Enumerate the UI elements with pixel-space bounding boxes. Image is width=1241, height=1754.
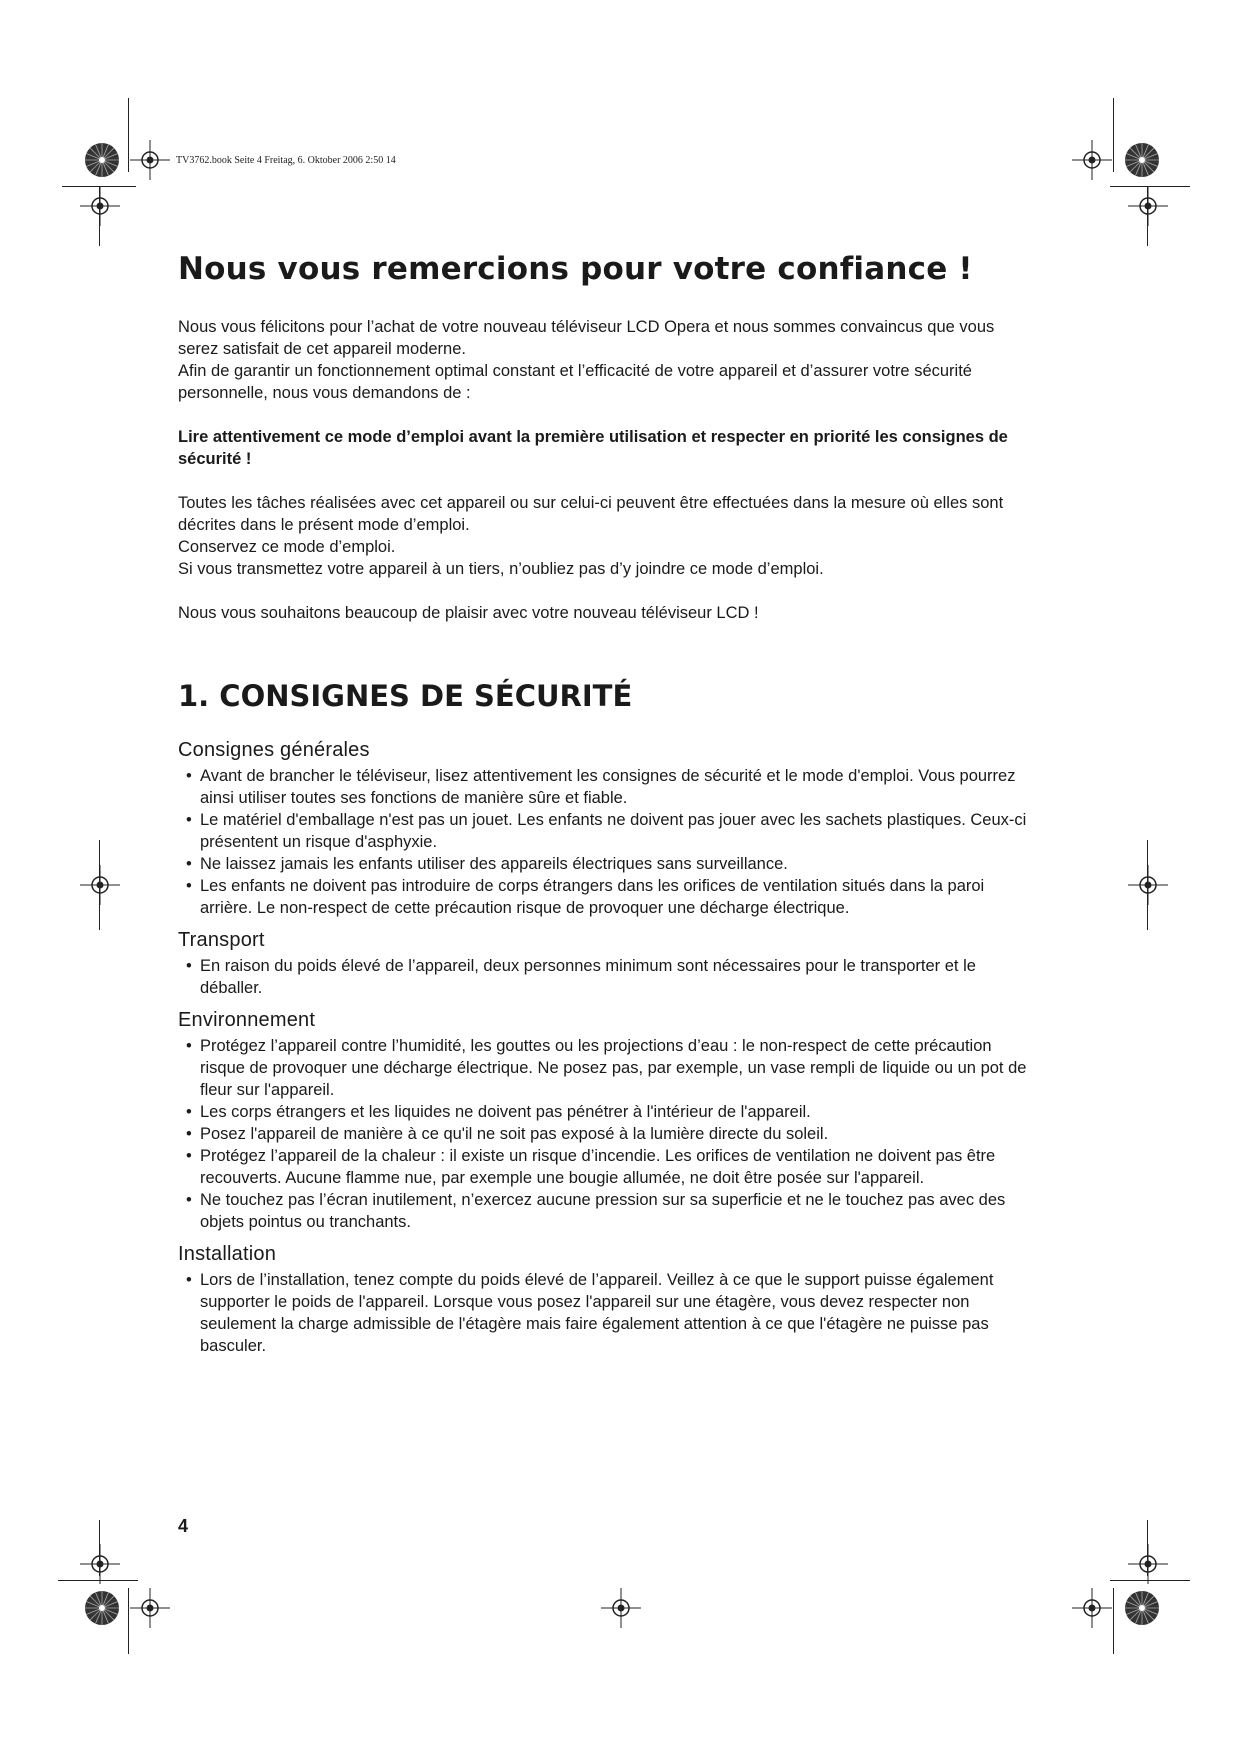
crop-line [58,1580,138,1581]
crop-line [128,98,129,172]
bullet-list [178,1269,1028,1357]
page-number: 4 [178,1516,189,1536]
safety-notice: Lire attentivement ce mode d’emploi avant la première utilisation et respecter en priorité les consignes de sécurité ! [178,428,1008,468]
list-item: • Ne touchez pas l’écran inutilement, n’exercez aucune pression sur sa superficie et ne le touchez pas avec des objets pointus ou tranchants. [178,1189,1028,1233]
crop-line [1110,1580,1190,1581]
starburst-mark-icon [82,1588,122,1628]
subsection-heading: Installation [178,1243,277,1265]
bullet-list [178,955,1028,999]
list-item: • Protégez l’appareil contre l’humidité, les gouttes ou les projections d’eau : le non-respect de cette précaution risque de provoquer une décharge électrique. Ne posez pas, par exemple, un vase rempli de liquide ou un pot de fleur sur l'appareil. [178,1035,1028,1101]
starburst-mark-icon [1122,140,1162,180]
starburst-mark-icon [1122,1588,1162,1628]
page-content [178,252,1028,1365]
crop-line [1147,1520,1148,1576]
registration-mark-icon [1128,865,1168,905]
subsection-environment [178,1007,1028,1233]
list-item: • Avant de brancher le téléviseur, lisez attentivement les consignes de sécurité et le mode d'emploi. Vous pourrez ainsi utiliser toutes ses fonctions de manière sûre et fiable. [178,765,1028,809]
intro-paragraph: Toutes les tâches réalisées avec cet appareil ou sur celui-ci peuvent être effectuées dans la mesure où elles sont décrites dans le présent mode d’emploi. [178,494,1004,534]
subsection-general [178,737,1028,919]
registration-mark-icon [1128,1544,1168,1584]
crop-line [1147,840,1148,930]
registration-mark-icon [1128,186,1168,226]
intro-paragraph: Nous vous félicitons pour l’achat de votre nouveau téléviseur LCD Opera et nous sommes convaincus que vous serez satisfait de cet appareil moderne. [178,318,995,358]
closing-paragraph: Nous vous souhaitons beaucoup de plaisir avec votre nouveau téléviseur LCD ! [178,604,759,622]
subsection-heading: Environnement [178,1009,316,1031]
crop-line [128,1588,129,1654]
list-item: • Ne laissez jamais les enfants utiliser des appareils électriques sans surveillance. [178,853,1028,875]
registration-mark-icon [130,140,170,180]
crop-line [1113,1588,1114,1654]
list-item: • Le matériel d'emballage n'est pas un jouet. Les enfants ne doivent pas jouer avec les sachets plastiques. Ceux-ci présentent un risque d'asphyxie. [178,809,1028,853]
bullet-list [178,765,1028,919]
list-item: • Posez l'appareil de manière à ce qu'il ne soit pas exposé à la lumière directe du soleil. [178,1123,1028,1145]
subsection-transport [178,927,1028,999]
starburst-mark-icon [82,140,122,180]
intro-paragraph: Si vous transmettez votre appareil à un tiers, n’oubliez pas d’y joindre ce mode d’emploi. [178,560,824,578]
list-item: • Lors de l’installation, tenez compte du poids élevé de l’appareil. Veillez à ce que le support puisse également supporter le poids de l'appareil. Lorsque vous posez l'appareil sur une étagère, vous devez respecter non seulement la charge admissible de l'étagère mais faire également attention à ce que l'étagère ne puisse pas basculer. [178,1269,1028,1357]
registration-mark-icon [130,1588,170,1628]
registration-mark-icon [1072,140,1112,180]
registration-mark-icon [80,186,120,226]
subsection-heading: Transport [178,929,265,951]
list-item: • Les enfants ne doivent pas introduire de corps étrangers dans les orifices de ventilation situés dans la paroi arrière. Le non-respect de cette précaution risque de provoquer une décharge électrique. [178,875,1028,919]
registration-mark-icon [80,865,120,905]
list-item: • En raison du poids élevé de l’appareil, deux personnes minimum sont nécessaires pour le transporter et le déballer. [178,955,1028,999]
crop-line [99,840,100,930]
crop-line [99,1520,100,1576]
crop-line [1147,186,1148,246]
subsection-installation [178,1241,1028,1357]
crop-line [1113,98,1114,172]
registration-mark-icon [80,1544,120,1584]
registration-mark-icon [601,1588,641,1628]
page-title: Nous vous remercions pour votre confiance ! [178,251,973,287]
list-item: • Les corps étrangers et les liquides ne doivent pas pénétrer à l'intérieur de l'appareil. [178,1101,1028,1123]
bullet-list [178,1035,1028,1233]
intro-paragraph: Conservez ce mode d’emploi. [178,538,396,556]
crop-line [99,186,100,246]
registration-mark-icon [1072,1588,1112,1628]
print-header: TV3762.book Seite 4 Freitag, 6. Oktober 2006 2:50 14 [176,155,396,166]
list-item: • Protégez l’appareil de la chaleur : il existe un risque d’incendie. Les orifices de ventilation ne doivent pas être recouverts. Aucune flamme nue, par exemple une bougie allumée, ne doit être posée sur l'appareil. [178,1145,1028,1189]
subsection-heading: Consignes générales [178,739,370,761]
section-title: 1. CONSIGNES DE SÉCURITÉ [178,679,633,713]
intro-paragraph: Afin de garantir un fonctionnement optimal constant et l’efficacité de votre appareil et d’assurer votre sécurité personnelle, nous vous demandons de : [178,362,972,402]
